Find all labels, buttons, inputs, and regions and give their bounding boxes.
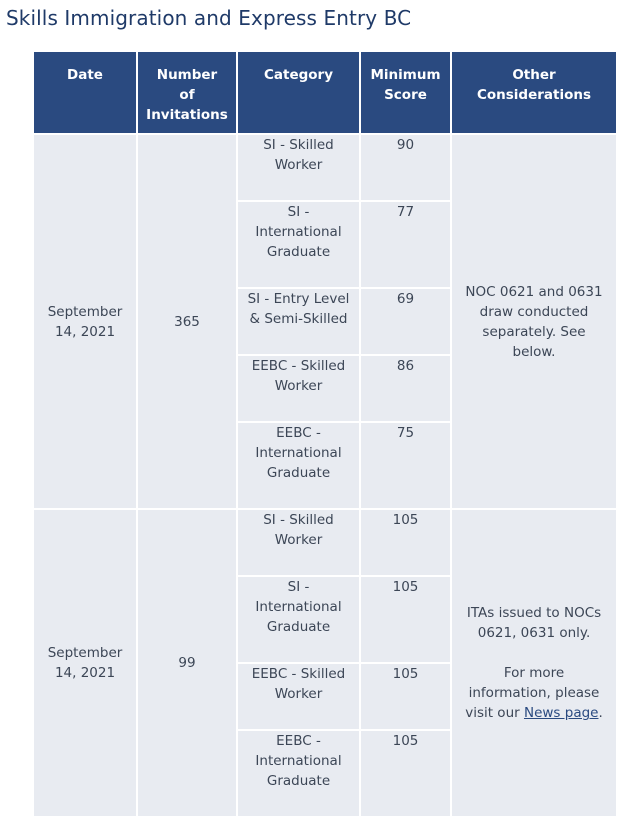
draw-results-table (32, 52, 618, 818)
table-header-row (33, 52, 617, 134)
score-cell: 69 (360, 288, 451, 355)
draw-date-cell: September 14, 2021 (33, 134, 137, 509)
score-cell: 90 (360, 134, 451, 201)
table-row (33, 134, 617, 201)
header-number-of-invitations: Number of Invitations (137, 52, 237, 134)
score-cell: 105 (360, 509, 451, 576)
header-other-considerations: Other Considerations (451, 52, 617, 134)
header-minimum-score: Minimum Score (360, 52, 451, 134)
category-cell: EEBC - International Graduate (237, 730, 360, 817)
category-cell: EEBC - International Graduate (237, 422, 360, 509)
table-row (33, 509, 617, 576)
score-cell: 105 (360, 730, 451, 817)
category-cell: SI - International Graduate (237, 201, 360, 288)
invitations-cell: 365 (137, 134, 237, 509)
category-cell: SI - Skilled Worker (237, 509, 360, 576)
category-cell: EEBC - Skilled Worker (237, 355, 360, 422)
invitations-cell: 99 (137, 509, 237, 817)
other-considerations-cell: NOC 0621 and 0631 draw conducted separately. See below. (451, 134, 617, 509)
header-date: Date (33, 52, 137, 134)
category-cell: SI - International Graduate (237, 576, 360, 663)
draw-date-cell: September 14, 2021 (33, 509, 137, 817)
header-category: Category (237, 52, 360, 134)
score-cell: 86 (360, 355, 451, 422)
other-considerations-cell: ITAs issued to NOCs 0621, 0631 only. For more information, please visit our News page. (451, 509, 617, 817)
category-cell: SI - Skilled Worker (237, 134, 360, 201)
page-title: Skills Immigration and Express Entry BC (6, 6, 412, 30)
score-cell: 75 (360, 422, 451, 509)
category-cell: SI - Entry Level & Semi-Skilled (237, 288, 360, 355)
score-cell: 105 (360, 663, 451, 730)
news-page-link[interactable]: News page (523, 705, 599, 721)
category-cell: EEBC - Skilled Worker (237, 663, 360, 730)
score-cell: 105 (360, 576, 451, 663)
score-cell: 77 (360, 201, 451, 288)
